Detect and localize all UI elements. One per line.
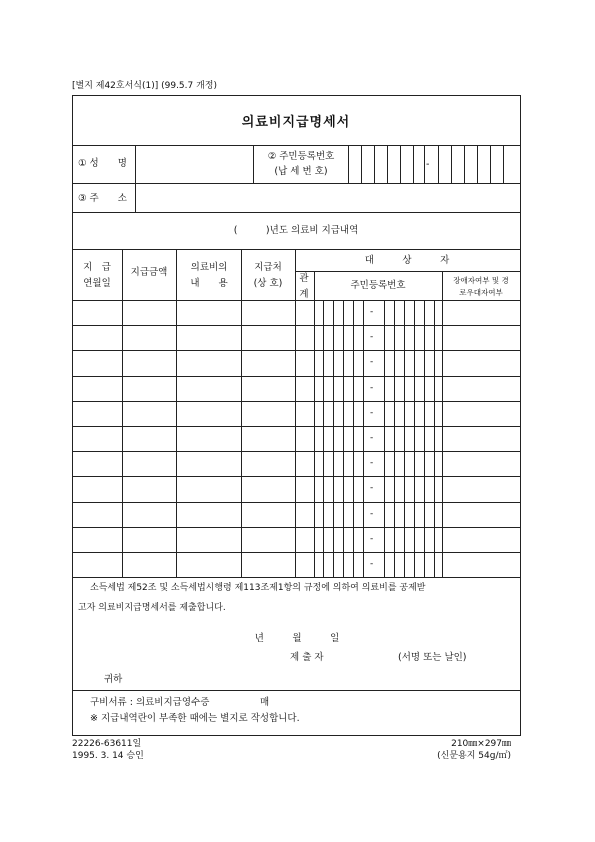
table-row[interactable] [73,301,520,325]
rrn-digit-line [343,300,344,577]
row-rrn-dash: - [370,483,374,493]
table-row[interactable] [73,553,520,577]
attachments-label: 구비서류 : 의료비지급영수증 [90,697,210,708]
address-label: ③ 주 소 [78,193,127,204]
rrn-box-divider [490,145,491,183]
form-title: 의료비지급명세서 [241,115,351,130]
table-row[interactable] [73,477,520,501]
col-amount: 지급금액 [130,267,168,278]
row-rrn-dash: - [370,534,374,544]
table-row[interactable] [73,503,520,527]
table-top-line [72,249,521,250]
rrn-box-divider [503,145,504,183]
rrn-digit-line [384,300,385,577]
rrn-digit-line [363,300,364,577]
rrn-sublabel: (납 세 번 호) [274,166,328,177]
col-payee-2: (상 호) [253,278,283,289]
col-content-2: 내 용 [190,278,228,289]
frame-bottom [72,735,521,736]
signature-label[interactable]: (서명 또는 날인) [398,652,467,663]
rrn-box-divider [438,145,439,183]
frame-top [72,95,521,96]
rrn-digit-line [434,300,435,577]
rrn-box-divider [451,145,452,183]
declaration-line-1: 소득세법 제52조 및 소득세법시행령 제113조제1항의 규정에 의하여 의료비를 공제받 [90,583,426,593]
table-row[interactable] [73,326,520,350]
table-row[interactable] [73,452,520,476]
header-line-3 [72,212,521,213]
rrn-box-divider [361,145,362,183]
col-pay-date-2: 연월일 [83,278,111,289]
attachments-count: 매 [260,697,270,708]
row-rrn-dash: - [370,408,374,418]
rrn-digit-line [424,300,425,577]
rrn-dash: - [426,159,430,170]
address-field[interactable] [136,184,520,212]
row-rrn-dash: - [370,559,374,569]
row-rrn-dash: - [370,332,374,342]
rrn-digit-line [353,300,354,577]
recipient-label: 귀하 [104,674,123,685]
table-row[interactable] [73,427,520,451]
declaration-date[interactable]: 년 월 일 [254,633,340,644]
rrn-box-divider [374,145,375,183]
table-row[interactable] [73,402,520,426]
row-rrn-dash: - [370,307,374,317]
rrn-label: ② 주민등록번호 [267,151,335,162]
target-subheader-line [295,271,521,272]
form-reference: [별지 제42호서식(1)] (99.5.7 개정) [72,81,218,91]
col-disability-2: 로우대자여부 [459,288,503,297]
col-relation-1: 관 [299,273,309,284]
table-row[interactable] [73,351,520,375]
rrn-box-divider [413,145,414,183]
footer-size: 210㎜×297㎜ [451,739,511,749]
footer-paper: (신문용지 54g/㎡) [437,751,511,761]
rrn-box-divider [400,145,401,183]
col-target-rrn: 주민등록번호 [350,280,406,291]
footer-code: 22226-63611일 [72,739,142,749]
rrn-box-divider [477,145,478,183]
section-title: ( )년도 의료비 지급내역 [233,225,359,236]
rrn-digit-line [394,300,395,577]
footer-approval: 1995. 3. 14 승인 [72,751,144,761]
rrn-box-divider [464,145,465,183]
col-payee-1: 지급처 [254,262,282,273]
table-row[interactable] [73,528,520,552]
rrn-digit-line [323,300,324,577]
submitter-label: 제 출 자 [290,652,324,663]
row-rrn-dash: - [370,458,374,468]
table-bottom-line [72,577,521,578]
frame-right [520,95,521,736]
rrn-box-divider [387,145,388,183]
row-rrn-dash: - [370,383,374,393]
rrn-box-divider [424,145,425,183]
row-rrn-dash: - [370,433,374,443]
attachments-note: ※ 지급내역란이 부족한 때에는 별지로 작성합니다. [90,713,300,724]
col-pay-date-1: 지 급 [83,262,111,273]
col-disability-1: 장애자여부 및 경 [453,276,509,285]
col-content-1: 의료비의 [190,262,228,273]
rrn-label-left [253,145,254,183]
col-target: 대 상 자 [364,255,450,266]
rrn-label-right [348,145,349,183]
name-label: ① 성 명 [78,158,127,169]
row-rrn-dash: - [370,357,374,367]
attachments-top-line [72,690,521,691]
table-row[interactable] [73,377,520,401]
declaration-line-2: 고자 의료비지급명세서를 제출합니다. [78,603,226,613]
col-relation-2: 계 [299,289,309,300]
rrn-digit-line [404,300,405,577]
row-rrn-dash: - [370,509,374,519]
rrn-digit-line [414,300,415,577]
rrn-digit-line [333,300,334,577]
name-field[interactable] [135,146,252,183]
